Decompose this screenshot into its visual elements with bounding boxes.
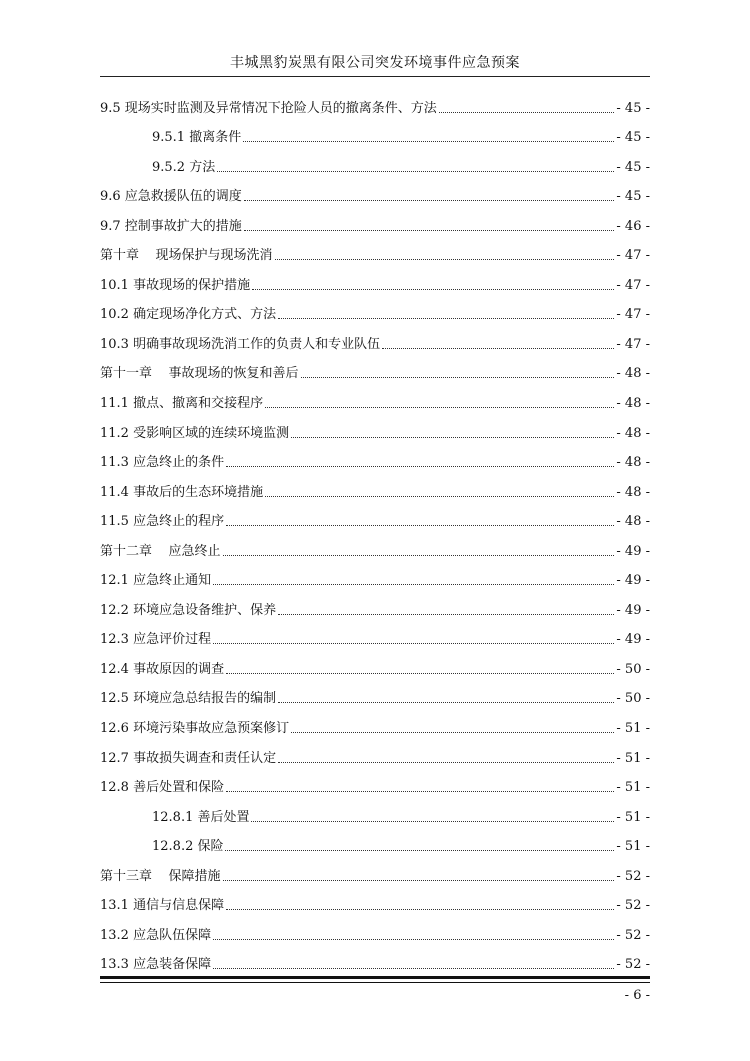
- toc-entry[interactable]: [100, 384, 650, 414]
- toc-entry-page: - 45 -: [616, 100, 650, 116]
- toc-entry-title: 10.3 明确事故现场洗消工作的负责人和专业队伍: [100, 336, 381, 352]
- toc-entry-page: - 51 -: [616, 839, 650, 855]
- footer-divider-thin: [100, 982, 650, 983]
- toc-entry-page: - 45 -: [616, 189, 650, 205]
- toc-entry-title: 第十三章 保障措施: [100, 868, 221, 884]
- document-header-title: 丰城黑豹炭黑有限公司突发环境事件应急预案: [230, 55, 520, 71]
- toc-entry-page: - 49 -: [616, 573, 650, 589]
- toc-dot-leader: [213, 643, 614, 644]
- toc-entry-title: 13.2 应急队伍保障: [100, 927, 212, 943]
- toc-dot-leader: [291, 732, 614, 733]
- toc-dot-leader: [265, 407, 614, 408]
- toc-entry[interactable]: [100, 591, 650, 621]
- toc-entry-title: 12.8 善后处置和保险: [100, 780, 225, 796]
- toc-entry-title: 12.1 应急终止通知: [100, 573, 212, 589]
- toc-entry[interactable]: [100, 89, 650, 119]
- toc-entry-page: - 52 -: [616, 898, 650, 914]
- toc-entry-title: 11.2 受影响区域的连续环境监测: [100, 425, 290, 441]
- toc-entry-title: 9.7 控制事故扩大的措施: [100, 218, 242, 234]
- toc-entry-title: 12.5 环境应急总结报告的编制: [100, 691, 277, 707]
- toc-entry-page: - 45 -: [616, 159, 650, 175]
- toc-dot-leader: [213, 584, 614, 585]
- page-number: - 6 -: [624, 988, 650, 1003]
- toc-entry[interactable]: [100, 473, 650, 503]
- toc-entry-page: - 47 -: [616, 277, 650, 293]
- toc-dot-leader: [278, 614, 614, 615]
- toc-entry[interactable]: [100, 887, 650, 917]
- toc-entry-page: - 49 -: [616, 602, 650, 618]
- toc-entry-title: 12.3 应急评价过程: [100, 632, 212, 648]
- toc-entry[interactable]: [100, 444, 650, 474]
- toc-dot-leader: [278, 702, 614, 703]
- toc-entry[interactable]: [100, 532, 650, 562]
- toc-entry-page: - 48 -: [616, 455, 650, 471]
- toc-entry[interactable]: [100, 828, 650, 858]
- toc-entry-title: 12.6 环境污染事故应急预案修订: [100, 721, 290, 737]
- header-divider: [100, 76, 650, 77]
- toc-entry-title: 第十章 现场保护与现场洗消: [100, 248, 273, 264]
- toc-entry-title: 第十二章 应急终止: [100, 543, 221, 559]
- toc-dot-leader: [223, 880, 615, 881]
- toc-entry[interactable]: [100, 237, 650, 267]
- toc-entry-title: 9.6 应急救援队伍的调度: [100, 189, 242, 205]
- toc-entry-page: - 51 -: [616, 809, 650, 825]
- toc-entry-title: 10.1 事故现场的保护措施: [100, 277, 251, 293]
- toc-dot-leader: [301, 377, 615, 378]
- toc-entry[interactable]: [100, 709, 650, 739]
- toc-entry-title: 9.5 现场实时监测及异常情况下抢险人员的撤离条件、方法: [100, 100, 437, 116]
- toc-dot-leader: [265, 496, 614, 497]
- toc-entry-title: 11.1 撤点、撤离和交接程序: [100, 396, 264, 412]
- toc-entry[interactable]: [100, 650, 650, 680]
- toc-entry-page: - 51 -: [616, 721, 650, 737]
- toc-entry[interactable]: [100, 916, 650, 946]
- toc-entry-title: 9.5.2 方法: [152, 159, 216, 175]
- toc-entry[interactable]: [100, 266, 650, 296]
- toc-entry[interactable]: [100, 946, 650, 976]
- toc-entry-title: 11.3 应急终止的条件: [100, 455, 225, 471]
- toc-entry[interactable]: [100, 355, 650, 385]
- toc-entry[interactable]: [100, 798, 650, 828]
- toc-entry-page: - 51 -: [616, 780, 650, 796]
- toc-dot-leader: [213, 939, 614, 940]
- toc-entry-page: - 52 -: [616, 927, 650, 943]
- toc-dot-leader: [226, 525, 614, 526]
- toc-entry[interactable]: [100, 769, 650, 799]
- toc-dot-leader: [226, 791, 614, 792]
- toc-dot-leader: [244, 200, 615, 201]
- toc-entry-page: - 47 -: [616, 307, 650, 323]
- toc-entry-title: 第十一章 事故现场的恢复和善后: [100, 366, 299, 382]
- toc-entry[interactable]: [100, 857, 650, 887]
- toc-dot-leader: [278, 318, 614, 319]
- toc-entry-title: 13.1 通信与信息保障: [100, 898, 225, 914]
- toc-dot-leader: [244, 230, 615, 231]
- toc-dot-leader: [252, 289, 614, 290]
- toc-entry-title: 12.8.2 保险: [152, 839, 224, 855]
- toc-entry[interactable]: [100, 148, 650, 178]
- toc-dot-leader: [278, 762, 614, 763]
- toc-entry-page: - 47 -: [616, 248, 650, 264]
- toc-entry[interactable]: [100, 296, 650, 326]
- toc-dot-leader: [439, 112, 615, 113]
- toc-dot-leader: [243, 141, 614, 142]
- toc-entry[interactable]: [100, 414, 650, 444]
- toc-dot-leader: [225, 850, 614, 851]
- toc-entry[interactable]: [100, 119, 650, 149]
- toc-entry-page: - 52 -: [616, 868, 650, 884]
- toc-entry-title: 13.3 应急装备保障: [100, 957, 212, 973]
- toc-dot-leader: [226, 909, 614, 910]
- toc-entry-title: 12.2 环境应急设备维护、保养: [100, 602, 277, 618]
- toc-entry-title: 11.4 事故后的生态环境措施: [100, 484, 264, 500]
- toc-entry-title: 12.7 事故损失调查和责任认定: [100, 750, 277, 766]
- toc-entry-page: - 48 -: [616, 484, 650, 500]
- toc-dot-leader: [382, 348, 614, 349]
- toc-entry-page: - 48 -: [616, 396, 650, 412]
- footer-divider-thick: [100, 976, 650, 979]
- toc-entry-page: - 47 -: [616, 336, 650, 352]
- toc-dot-leader: [213, 968, 614, 969]
- toc-entry[interactable]: [100, 562, 650, 592]
- toc-entry-page: - 48 -: [616, 366, 650, 382]
- toc-dot-leader: [275, 259, 615, 260]
- toc-entry-page: - 50 -: [616, 661, 650, 677]
- toc-entry[interactable]: [100, 503, 650, 533]
- toc-entry-page: - 52 -: [616, 957, 650, 973]
- toc-dot-leader: [251, 821, 614, 822]
- toc-entry-page: - 49 -: [616, 543, 650, 559]
- toc-entry-title: 10.2 确定现场净化方式、方法: [100, 307, 277, 323]
- toc-dot-leader: [226, 673, 614, 674]
- toc-entry[interactable]: [100, 680, 650, 710]
- toc-entry-page: - 48 -: [616, 425, 650, 441]
- toc-entry-page: - 51 -: [616, 750, 650, 766]
- toc-entry-title: 12.4 事故原因的调查: [100, 661, 225, 677]
- toc-dot-leader: [217, 171, 614, 172]
- toc-dot-leader: [291, 437, 614, 438]
- toc-entry[interactable]: [100, 178, 650, 208]
- toc-entry-title: 11.5 应急终止的程序: [100, 514, 225, 530]
- toc-entry[interactable]: [100, 325, 650, 355]
- toc-entry-title: 9.5.1 撤离条件: [152, 130, 242, 146]
- toc-entry-page: - 45 -: [616, 130, 650, 146]
- toc-entry-page: - 49 -: [616, 632, 650, 648]
- toc-entry-page: - 50 -: [616, 691, 650, 707]
- toc-entry-title: 12.8.1 善后处置: [152, 809, 250, 825]
- toc-entry[interactable]: [100, 739, 650, 769]
- toc-entry-page: - 48 -: [616, 514, 650, 530]
- toc-entry-page: - 46 -: [616, 218, 650, 234]
- toc-entry[interactable]: [100, 621, 650, 651]
- toc-entry[interactable]: [100, 207, 650, 237]
- toc-dot-leader: [223, 555, 615, 556]
- toc-dot-leader: [226, 466, 614, 467]
- table-of-contents: [100, 89, 650, 975]
